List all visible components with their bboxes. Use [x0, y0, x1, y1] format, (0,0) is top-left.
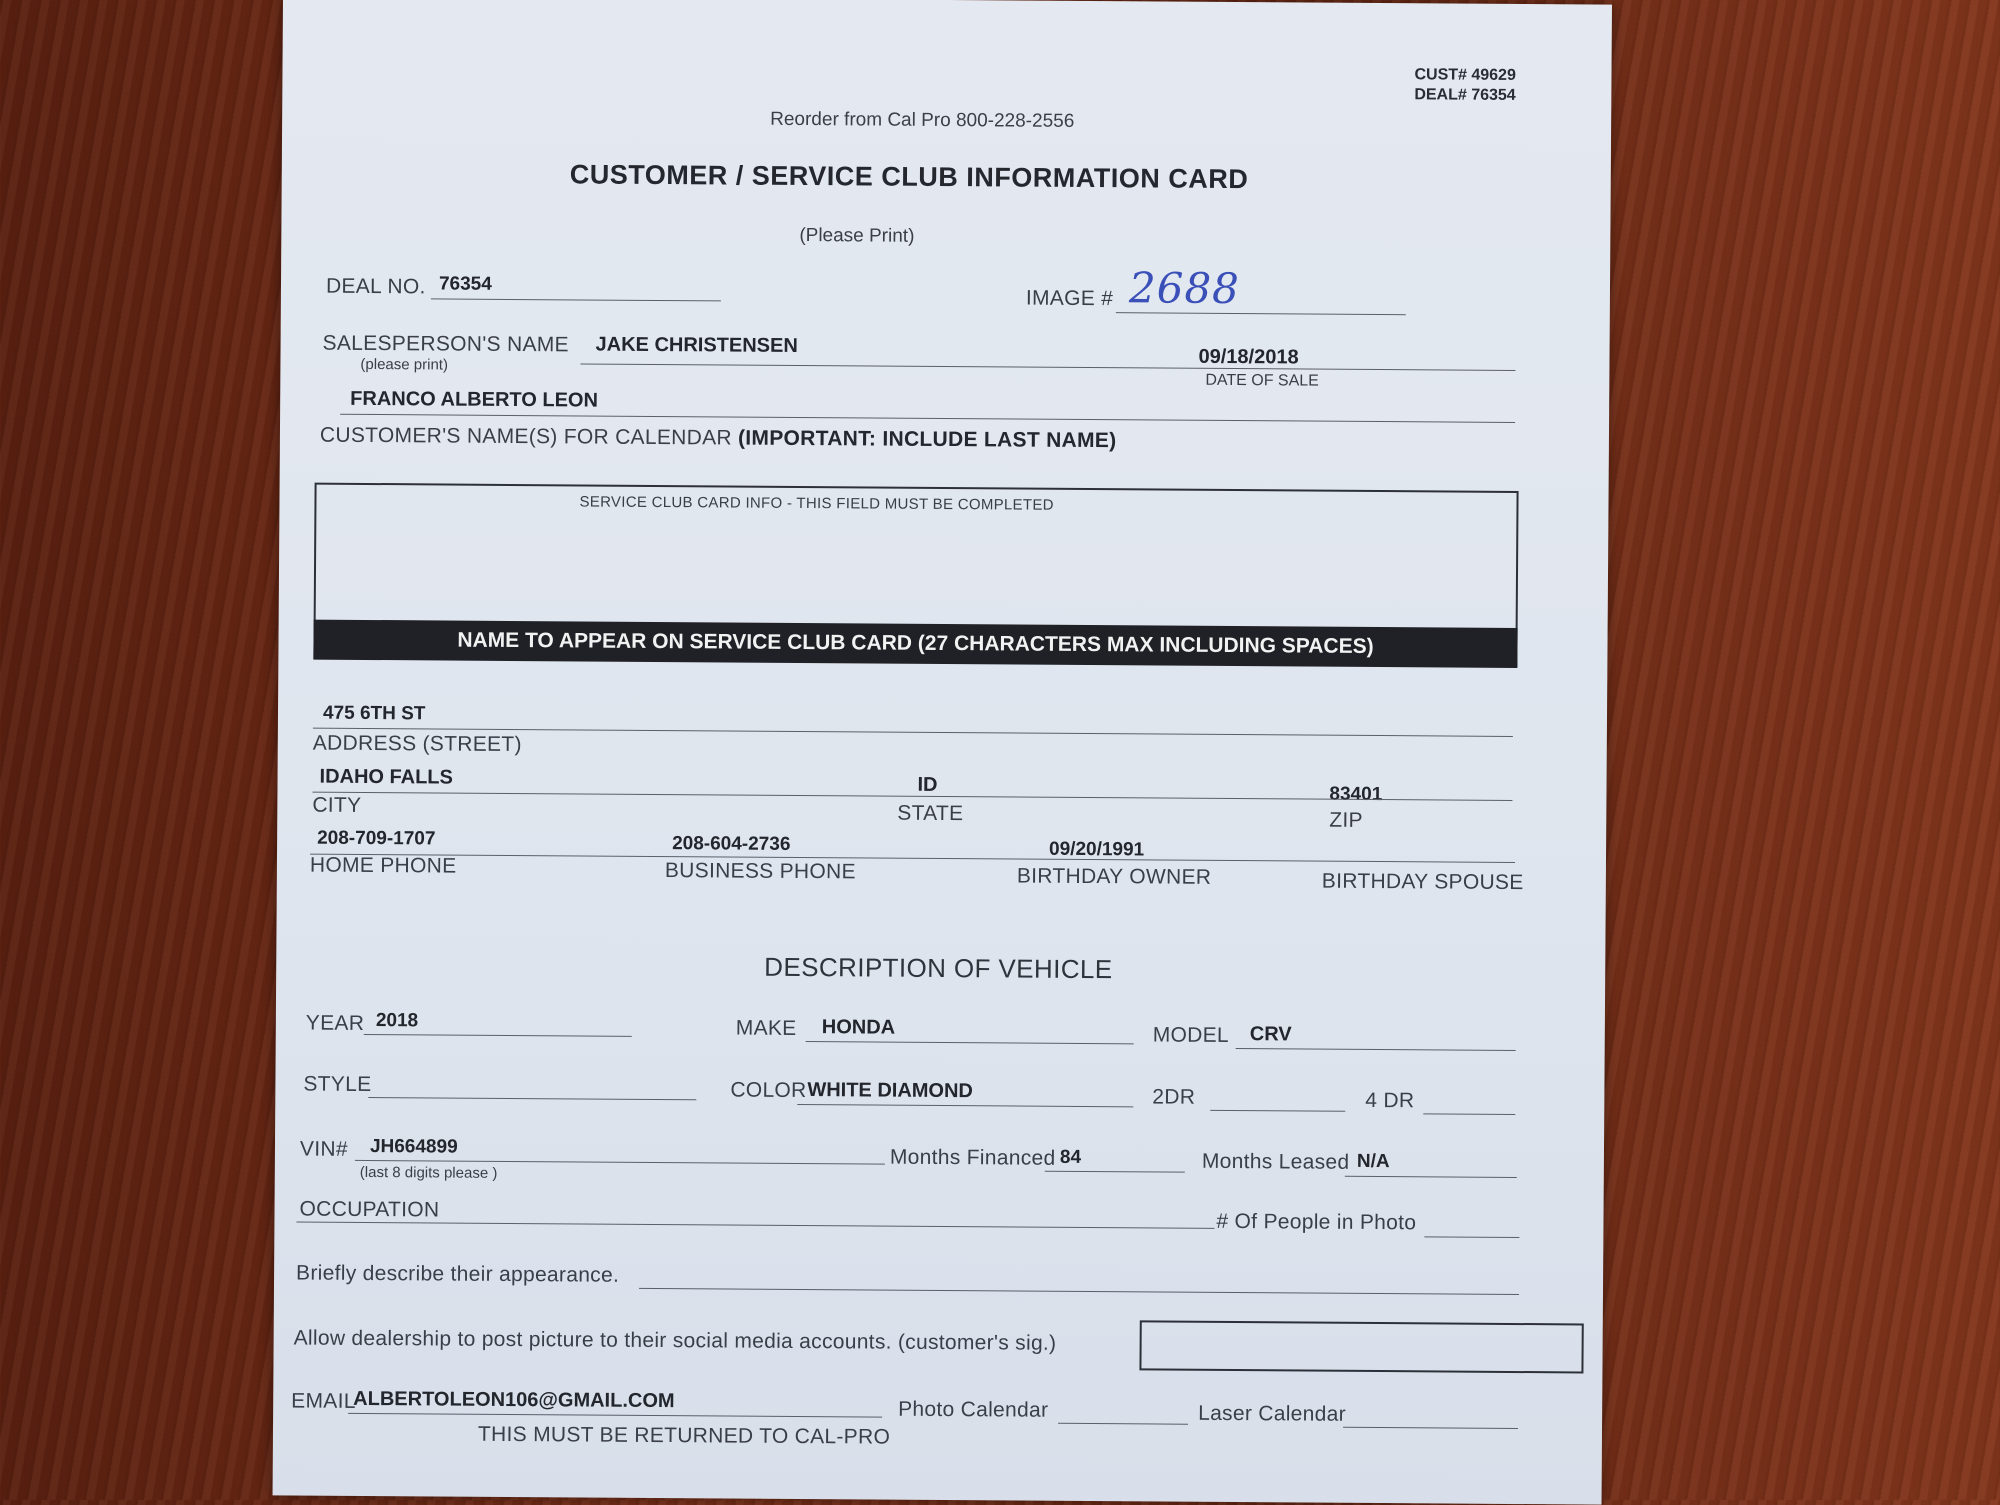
months-financed-line: [1045, 1171, 1185, 1173]
street-value[interactable]: 475 6TH ST: [322, 702, 426, 725]
state-value[interactable]: ID: [917, 773, 938, 796]
months-financed-value[interactable]: 84: [1059, 1146, 1082, 1168]
style-label: STYLE: [303, 1072, 372, 1097]
deal-number-corner: DEAL# 76354: [1414, 86, 1516, 104]
four-door-label: 4 DR: [1365, 1088, 1415, 1113]
customer-name-label-text: CUSTOMER'S NAME(S) FOR CALENDAR: [319, 423, 732, 450]
phones-line: [310, 854, 1515, 863]
deal-no-label: DEAL NO.: [325, 274, 426, 299]
home-phone-label: HOME PHONE: [309, 853, 457, 878]
reorder-note: Reorder from Cal Pro 800-228-2556: [770, 108, 1075, 132]
model-line: [1236, 1048, 1516, 1051]
return-note: THIS MUST BE RETURNED TO CAL-PRO: [477, 1422, 891, 1449]
email-value[interactable]: ALBERTOLEON106@GMAIL.COM: [353, 1387, 675, 1413]
model-label: MODEL: [1152, 1023, 1230, 1047]
birthday-spouse-label: BIRTHDAY SPOUSE: [1321, 869, 1524, 895]
customer-name-important: (IMPORTANT: INCLUDE LAST NAME): [737, 426, 1117, 453]
please-print-small: (please print): [360, 355, 449, 374]
year-line: [364, 1034, 632, 1037]
make-value[interactable]: HONDA: [821, 1016, 896, 1039]
salesperson-line: [580, 363, 1515, 371]
color-label: COLOR: [730, 1078, 807, 1103]
info-card-paper: [273, 0, 1612, 1505]
year-value[interactable]: 2018: [375, 1010, 419, 1032]
service-club-banner: NAME TO APPEAR ON SERVICE CLUB CARD (27 CHARACTERS MAX INCLUDING SPACES): [313, 620, 1517, 668]
email-line: [348, 1413, 882, 1418]
months-leased-label: Months Leased: [1201, 1149, 1350, 1174]
vin-value[interactable]: JH664899: [369, 1135, 458, 1158]
form-title: CUSTOMER / SERVICE CLUB INFORMATION CARD: [569, 159, 1249, 195]
style-line: [368, 1097, 696, 1100]
cust-deal-block: [1414, 65, 1516, 106]
occupation-label: OCCUPATION: [299, 1197, 440, 1222]
model-value[interactable]: CRV: [1249, 1023, 1292, 1046]
date-of-sale-value[interactable]: 09/18/2018: [1198, 345, 1299, 369]
birthday-owner-label: BIRTHDAY OWNER: [1016, 864, 1212, 889]
business-phone-value[interactable]: 208-604-2736: [672, 833, 791, 855]
people-in-photo-line: [1424, 1236, 1519, 1238]
make-line: [806, 1041, 1134, 1044]
customer-signature-box[interactable]: [1139, 1320, 1583, 1373]
year-label: YEAR: [305, 1011, 365, 1035]
appearance-label: Briefly describe their appearance.: [296, 1261, 620, 1287]
salesperson-label: SALESPERSON'S NAME: [322, 331, 569, 357]
photo-calendar-line: [1058, 1423, 1188, 1425]
customer-name-line: [340, 414, 1515, 423]
street-label: ADDRESS (STREET): [312, 731, 522, 757]
months-leased-line: [1345, 1176, 1517, 1178]
customer-name-value[interactable]: FRANCO ALBERTO LEON: [350, 387, 599, 412]
deal-no-line: [431, 298, 721, 301]
date-of-sale-label: DATE OF SALE: [1205, 371, 1319, 390]
image-line: [1116, 312, 1406, 315]
email-label: EMAIL: [291, 1389, 356, 1413]
two-door-line: [1210, 1110, 1345, 1112]
color-line: [797, 1104, 1133, 1107]
vin-note: (last 8 digits please ): [359, 1163, 498, 1182]
two-door-label: 2DR: [1152, 1085, 1196, 1109]
image-number-handwritten[interactable]: 2688: [1128, 263, 1241, 314]
zip-label: ZIP: [1329, 808, 1363, 832]
months-leased-value[interactable]: N/A: [1356, 1150, 1390, 1173]
four-door-line: [1423, 1113, 1515, 1115]
months-financed-label: Months Financed: [889, 1145, 1056, 1170]
appearance-line: [639, 1288, 1519, 1295]
cust-number: CUST# 49629: [1414, 66, 1516, 84]
customer-name-label: [320, 424, 1117, 454]
laser-calendar-label: Laser Calendar: [1198, 1401, 1347, 1426]
business-phone-label: BUSINESS PHONE: [664, 859, 856, 884]
service-club-header: SERVICE CLUB CARD INFO - THIS FIELD MUST BE COMPLETED: [579, 493, 1054, 514]
photo-calendar-label: Photo Calendar: [898, 1397, 1049, 1422]
city-value[interactable]: IDAHO FALLS: [319, 765, 453, 789]
please-print-note: (Please Print): [799, 224, 915, 247]
make-label: MAKE: [735, 1016, 797, 1040]
social-media-label: Allow dealership to post picture to their social media accounts. (customer's sig.): [293, 1326, 1057, 1355]
laser-calendar-line: [1343, 1427, 1518, 1429]
vehicle-heading: DESCRIPTION OF VEHICLE: [764, 951, 1113, 985]
people-in-photo-label: # Of People in Photo: [1216, 1209, 1417, 1235]
birthday-owner-value[interactable]: 09/20/1991: [1049, 838, 1145, 861]
home-phone-value[interactable]: 208-709-1707: [317, 827, 436, 850]
occupation-line: [296, 1221, 1214, 1228]
color-value[interactable]: WHITE DIAMOND: [807, 1079, 974, 1103]
deal-no-value[interactable]: 76354: [438, 273, 492, 295]
vin-label: VIN#: [299, 1137, 348, 1161]
image-label: IMAGE #: [1025, 286, 1114, 311]
city-label: CITY: [312, 793, 362, 817]
zip-value[interactable]: 83401: [1329, 783, 1383, 806]
salesperson-value[interactable]: JAKE CHRISTENSEN: [595, 333, 798, 357]
state-label: STATE: [897, 801, 964, 826]
